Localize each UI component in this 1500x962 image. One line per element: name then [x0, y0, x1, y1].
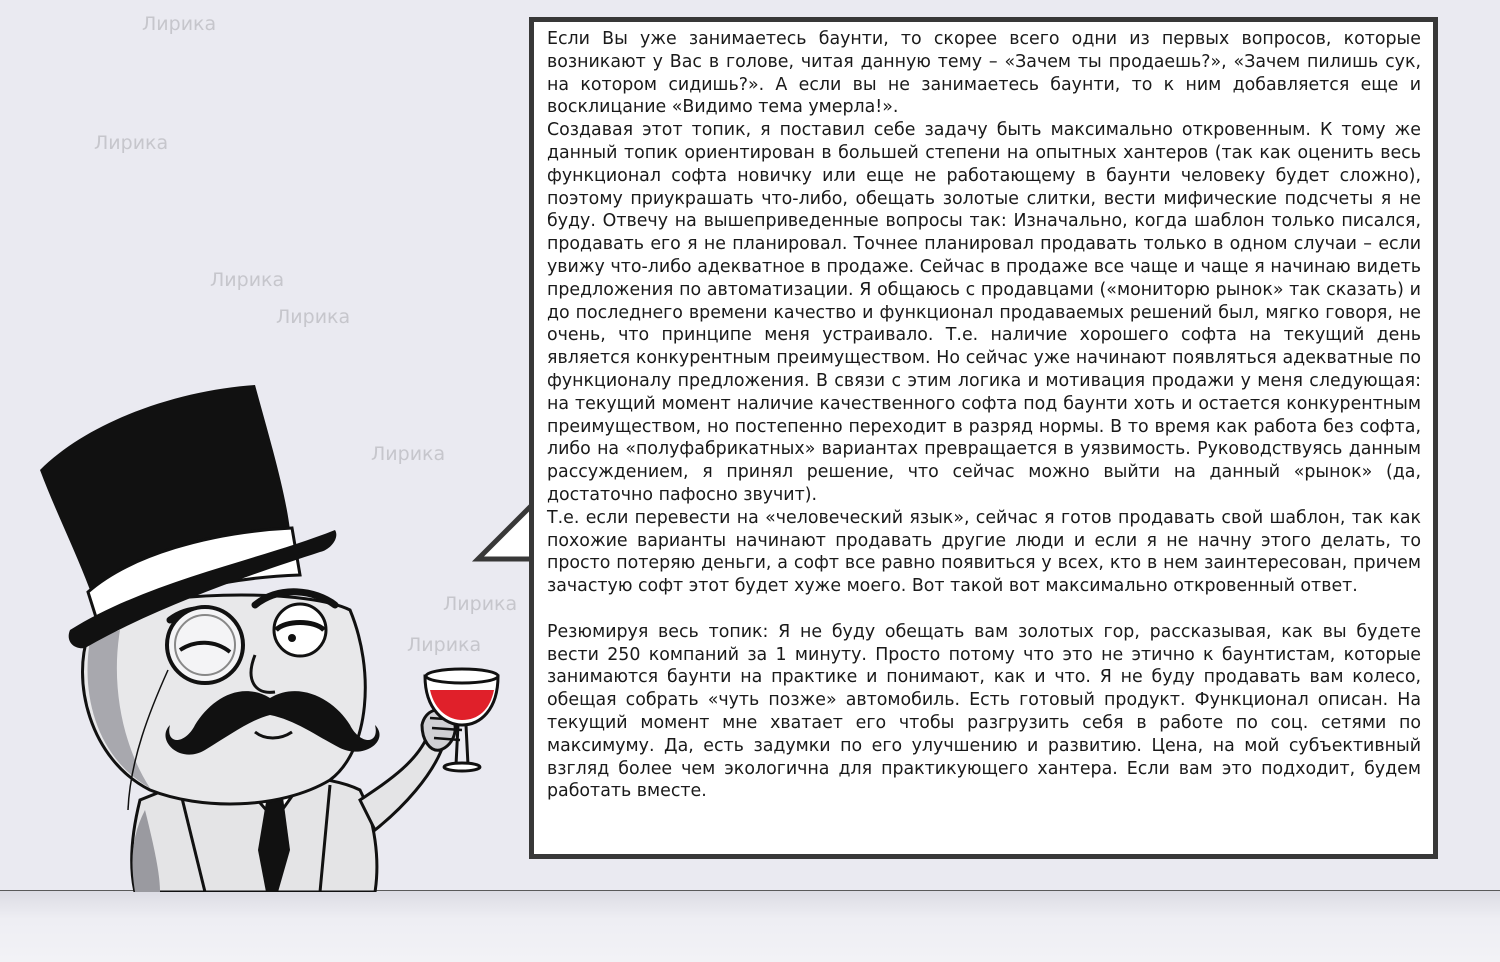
watermark-lirika: Лирика: [407, 634, 482, 656]
eye-right: [274, 604, 326, 656]
paragraph: Создавая этот топик, я поставил себе задачу быть максимально откровенным. К тому же данный топик ориентирован в большей степени на опытных хантеров (так как оценить весь функционал софта новичку или еще не работающему в баунти человеку будет сложно), поэтому приукрашать что-либо, обещать золотые слитки, вести мифические подсчеты я не буду. Отвечу на вышеприведенные вопросы так: Изначально, когда шаблон только писался, продавать его я не планировал. Точнее планировал продавать только в одном случаи – если увижу что-либо адекватное в продаже. Сейчас в продаже все чаще и чаще я начинаю видеть предложения по автоматизации. Я общаюсь с продавцами («мониторю рынок» так сказать) и до последнего времени качество и функционал продаваемых решений был, мягко говоря, не очень, что принципе меня устраивало. Т.е. наличие хорошего софта на текущий день является конкурентным преимуществом. Но сейчас уже начинают появляться адекватные по функционалу предложения. В связи с этим логика и мотивация продажи у меня следующая: на текущий момент наличие качественного софта под баунти хоть и остается конкурентным преимуществом, но постепенно переходит в разряд нормы. В то время как работа без софта, либо на «полуфабрикатных» вариантах превращается в уязвимость. Руководствуясь данным рассуждением, я принял решение, что сейчас можно выйти на данный «рынок» (да, достаточно пафосно звучит).: [547, 120, 1421, 505]
paragraph: Если Вы уже занимаетесь баунти, то скорее всего одни из первых вопросов, которые возникают у Вас в голове, читая данную тему – «Зачем ты продаешь?», «Зачем пилишь сук, на котором сидишь?». А если вы не занимаетесь баунти, то к ним добавляется еще и восклицание «Видимо тема умерла!».: [547, 29, 1421, 118]
watermark-lirika: Лирика: [142, 13, 217, 35]
watermark-lirika: Лирика: [210, 269, 285, 291]
floor: [0, 890, 1500, 962]
watermark-lirika: Лирика: [371, 443, 446, 465]
bubble-text: [547, 28, 1421, 803]
paragraph: Т.е. если перевести на «человеческий язык», сейчас я готов продавать свой шаблон, так как похожие варианты начинают продавать другие люди и если я не начну этого делать, то просто потеряю деньги, а софт все равно появиться у всех, кто в нем заинтересован, причем зачастую софт этот будет хуже моего. Вот такой вот максимально откровенный ответ.: [547, 507, 1421, 597]
watermark-lirika: Лирика: [443, 593, 518, 615]
paragraph-gap: [547, 598, 1421, 621]
paragraph: Резюмируя весь топик: Я не буду обещать вам золотых гор, рассказывая, как вы будете вести 250 компаний за 1 минуту. Просто потому что это не этично к баунтистам, которые занимаются баунти на практике и понимают, как и что. Я не буду продавать вам колесо, обещая собрать «чуть позже» автомобиль. Есть готовый продукт. Функционал описан. На текущий момент мне хватает его чтобы разгрузить себя в работе по соц. сетями по максимуму. Да, есть задумки по его улучшению и развитию. Цена, на мой субъективный взгляд более чем экологична для практикующего хантера. Если вам это подходит, будем работать вместе.: [547, 621, 1421, 802]
watermark-lirika: Лирика: [94, 132, 169, 154]
watermark-lirika: Лирика: [276, 306, 351, 328]
gentleman-character: [30, 380, 510, 892]
speech-bubble: [529, 17, 1438, 859]
